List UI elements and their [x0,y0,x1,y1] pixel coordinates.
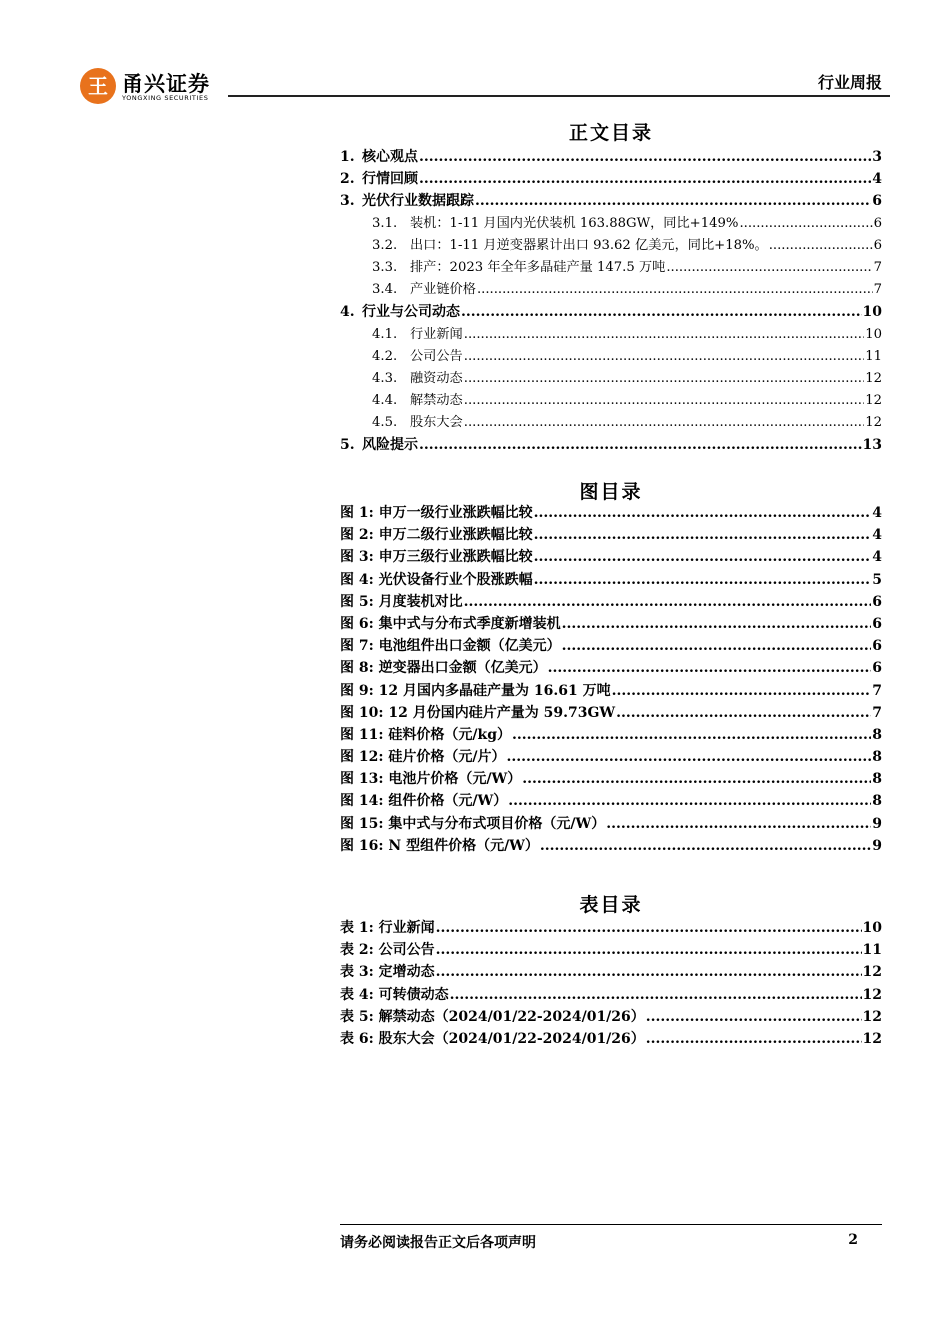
footer-divider [340,1224,882,1225]
dot-leader [534,546,872,568]
entry-label [340,591,463,613]
entry-page: 3 [872,149,882,165]
entry-text: 表 1: 行业新闻 [340,920,435,936]
entry-number: 3. [340,193,355,210]
entry-number: 4.5. [372,415,398,431]
entry-page: 12 [865,415,882,431]
entry-text: 风险提示 [362,437,418,454]
entry-label [340,190,474,212]
entry-text: 出口：1-11 月逆变器累计出口 93.62 亿美元，同比+18%。 [410,237,768,253]
entry-label [340,724,511,746]
entry-text: 图 3: 申万三级行业涨跌幅比较 [340,549,533,566]
entry-number: 3.3. [372,259,398,275]
entry-label [340,768,521,790]
entry-page: 8 [872,793,882,810]
dot-leader [534,524,872,546]
toc-entry[interactable] [340,613,882,635]
entry-label [340,746,506,768]
toc-entry[interactable] [340,412,882,434]
dot-leader [534,569,872,591]
entry-text: 公司公告 [410,348,463,364]
entry-label [340,680,611,702]
toc-entry[interactable] [340,434,882,456]
toc-entry[interactable] [340,213,882,235]
dot-leader [464,346,864,368]
toc-entry[interactable] [340,546,882,568]
dot-leader [464,368,864,390]
entry-text: 图 15: 集中式与分布式项目价格（元/W） [340,815,606,832]
toc-entry[interactable] [340,257,882,279]
entry-page: 6 [872,615,882,632]
dot-leader [612,680,872,702]
toc-entry[interactable] [340,680,882,702]
toc-entry[interactable] [340,569,882,591]
entry-label [340,702,615,724]
entry-number: 5. [340,437,355,454]
dot-leader [616,702,871,724]
entry-page: 4 [872,171,882,188]
dot-leader [512,724,871,746]
entry-label [372,257,665,279]
footer-disclaimer: 请务必阅读报告正文后各项声明 [340,1235,536,1251]
dot-leader [464,412,864,434]
toc-entry[interactable] [340,502,882,524]
entry-label [340,635,561,657]
toc-title: 正文目录 [568,122,653,144]
entry-page: 9 [872,837,882,854]
toc-entry[interactable] [340,702,882,724]
toc-entry[interactable] [340,1028,882,1050]
entry-page: 4 [872,527,882,544]
dot-leader [562,635,872,657]
entry-page: 12 [862,964,882,981]
toc-entry[interactable] [340,635,882,657]
entry-number: 2. [340,171,355,188]
entry-page: 6 [872,660,882,677]
toc-entry[interactable] [340,524,882,546]
entry-page: 7 [872,704,882,721]
toc-entry[interactable] [340,724,882,746]
entry-label [340,502,533,524]
entry-number: 1. [340,149,355,165]
dot-leader [419,146,871,168]
toc-entry[interactable] [340,368,882,390]
dot-leader [508,790,871,812]
entry-page: 4 [872,549,882,566]
entry-page: 9 [872,815,882,832]
dot-leader [769,235,873,257]
entry-label [340,1006,645,1028]
entry-label [372,346,463,368]
entry-number: 3.2. [372,237,398,253]
entry-page: 12 [862,986,882,1003]
dot-leader [562,613,872,635]
entry-label [340,813,605,835]
entry-text: 装机：1-11 月国内光伏装机 163.88GW，同比+149% [410,215,739,231]
toc-entry[interactable] [340,324,882,346]
entry-text: 排产：2023 年全年多晶硅产量 147.5 万吨 [410,259,666,275]
toc-entry[interactable] [340,591,882,613]
entry-text: 图 4: 光伏设备行业个股涨跌幅 [340,571,533,588]
toc-entry[interactable] [340,190,882,212]
toc-entry[interactable] [340,984,882,1006]
entry-label [340,835,539,857]
logo-chinese-name: 甬兴证券 [122,72,210,96]
entry-page: 7 [872,682,882,699]
entry-number: 4.4. [372,393,398,409]
company-logo [80,68,230,108]
entry-text: 图 1: 申万一级行业涨跌幅比较 [340,505,533,521]
entry-label [340,1028,645,1050]
entry-label [340,434,418,456]
entry-page: 12 [865,393,882,409]
dot-leader [419,434,862,456]
entry-text: 图 7: 电池组件出口金额（亿美元） [340,638,561,655]
toc-entry[interactable] [340,235,882,257]
entry-text: 产业链价格 [410,282,476,298]
dot-leader [534,502,872,524]
entry-text: 表 6: 股东大会（2024/01/22-2024/01/26） [340,1030,645,1047]
toc-entry[interactable] [340,961,882,983]
entry-label [372,235,768,257]
dot-leader [739,213,872,235]
entry-text: 图 10: 12 月份国内硅片产量为 59.73GW [340,704,616,721]
entry-label [340,146,418,168]
entry-text: 行情回顾 [362,171,418,188]
entry-page: 8 [872,726,882,743]
entry-label [340,168,418,190]
entry-label [372,213,738,235]
toc-entry[interactable] [340,917,882,939]
entry-text: 图 6: 集中式与分布式季度新增装机 [340,615,561,632]
entry-page: 10 [862,920,882,936]
entry-number: 3.4. [372,282,398,298]
dot-leader [646,1006,862,1028]
logo-mark-icon: 王 [80,68,116,104]
dot-leader [436,917,862,939]
toc-entry[interactable] [340,746,882,768]
entry-page: 8 [872,771,882,788]
entry-text: 行业与公司动态 [362,304,460,321]
entry-text: 核心观点 [362,149,418,165]
entry-text: 表 3: 定增动态 [340,964,435,981]
entry-page: 6 [872,593,882,610]
entry-page: 11 [865,348,882,364]
entry-label [372,279,476,301]
table-list [340,917,882,1050]
entry-label [372,324,463,346]
report-type: 行业周报 [817,73,882,92]
entry-page: 8 [872,749,882,766]
entry-label [340,524,533,546]
entry-page: 6 [872,193,882,210]
entry-text: 表 5: 解禁动态（2024/01/22-2024/01/26） [340,1008,645,1025]
entry-text: 解禁动态 [410,393,463,409]
entry-page: 12 [862,1008,882,1025]
entry-number: 4. [340,304,355,321]
entry-text: 图 8: 逆变器出口金额（亿美元） [340,660,547,677]
entry-page: 4 [872,505,882,521]
dot-leader [436,939,862,961]
table-list-title: 表目录 [579,894,643,916]
dot-leader [464,390,864,412]
entry-text: 图 9: 12 月国内多晶硅产量为 16.61 万吨 [340,682,611,699]
entry-page: 7 [873,282,882,298]
dot-leader [548,657,872,679]
entry-label [372,390,463,412]
toc-entry[interactable] [340,768,882,790]
entry-label [340,301,460,323]
toc-entry[interactable] [340,939,882,961]
entry-page: 6 [872,638,882,655]
page-header [0,0,950,110]
toc-list [340,146,882,457]
toc-entry[interactable] [340,346,882,368]
logo-english-name: YONGXING SECURITIES [122,94,209,102]
entry-text: 图 2: 申万二级行业涨跌幅比较 [340,527,533,544]
entry-label [340,984,449,1006]
entry-text: 行业新闻 [410,326,463,342]
entry-label [340,939,435,961]
entry-page: 10 [865,326,882,342]
entry-page: 7 [873,259,882,275]
entry-page: 13 [862,437,882,454]
dot-leader [507,746,872,768]
dot-leader [666,257,872,279]
toc-entry[interactable] [340,1006,882,1028]
entry-label [372,412,463,434]
entry-text: 图 12: 硅片价格（元/片） [340,749,506,766]
entry-label [372,368,463,390]
dot-leader [540,835,871,857]
dot-leader [464,324,864,346]
entry-page: 12 [862,1030,882,1047]
toc-entry[interactable] [340,168,882,190]
dot-leader [419,168,871,190]
dot-leader [475,190,871,212]
entry-text: 光伏行业数据跟踪 [362,193,474,210]
entry-label [340,546,533,568]
entry-label [340,961,435,983]
page-number: 2 [848,1232,858,1248]
dot-leader [436,961,862,983]
entry-page: 10 [862,304,882,321]
toc-entry[interactable] [340,790,882,812]
entry-text: 图 16: N 型组件价格（元/W） [340,837,539,854]
entry-text: 股东大会 [410,415,463,431]
toc-entry[interactable] [340,657,882,679]
entry-page: 12 [865,370,882,386]
entry-label [340,569,533,591]
entry-text: 表 2: 公司公告 [340,942,435,959]
entry-number: 4.3. [372,370,398,386]
toc-entry[interactable] [340,279,882,301]
dot-leader [646,1028,862,1050]
entry-label [340,790,507,812]
dot-leader [522,768,871,790]
entry-text: 融资动态 [410,370,463,386]
toc-entry[interactable] [340,390,882,412]
entry-text: 表 4: 可转债动态 [340,986,449,1003]
toc-entry[interactable] [340,813,882,835]
header-divider [228,95,890,97]
figure-list [340,502,882,857]
entry-text: 图 5: 月度装机对比 [340,593,463,610]
dot-leader [450,984,862,1006]
entry-number: 4.1. [372,326,398,342]
entry-page: 5 [872,571,882,588]
dot-leader [477,279,873,301]
entry-label [340,613,561,635]
dot-leader [606,813,871,835]
toc-entry[interactable] [340,301,882,323]
entry-text: 图 11: 硅料价格（元/kg） [340,726,512,743]
entry-text: 图 13: 电池片价格（元/W） [340,771,522,788]
entry-page: 6 [873,237,882,253]
entry-label [340,917,435,939]
entry-number: 4.2. [372,348,398,364]
toc-entry[interactable] [340,835,882,857]
entry-page: 6 [873,215,882,231]
entry-text: 图 14: 组件价格（元/W） [340,793,508,810]
entry-number: 3.1. [372,215,398,231]
dot-leader [461,301,862,323]
toc-entry[interactable] [340,146,882,168]
entry-page: 11 [862,942,882,959]
dot-leader [464,591,872,613]
figure-list-title: 图目录 [579,481,643,503]
entry-label [340,657,547,679]
